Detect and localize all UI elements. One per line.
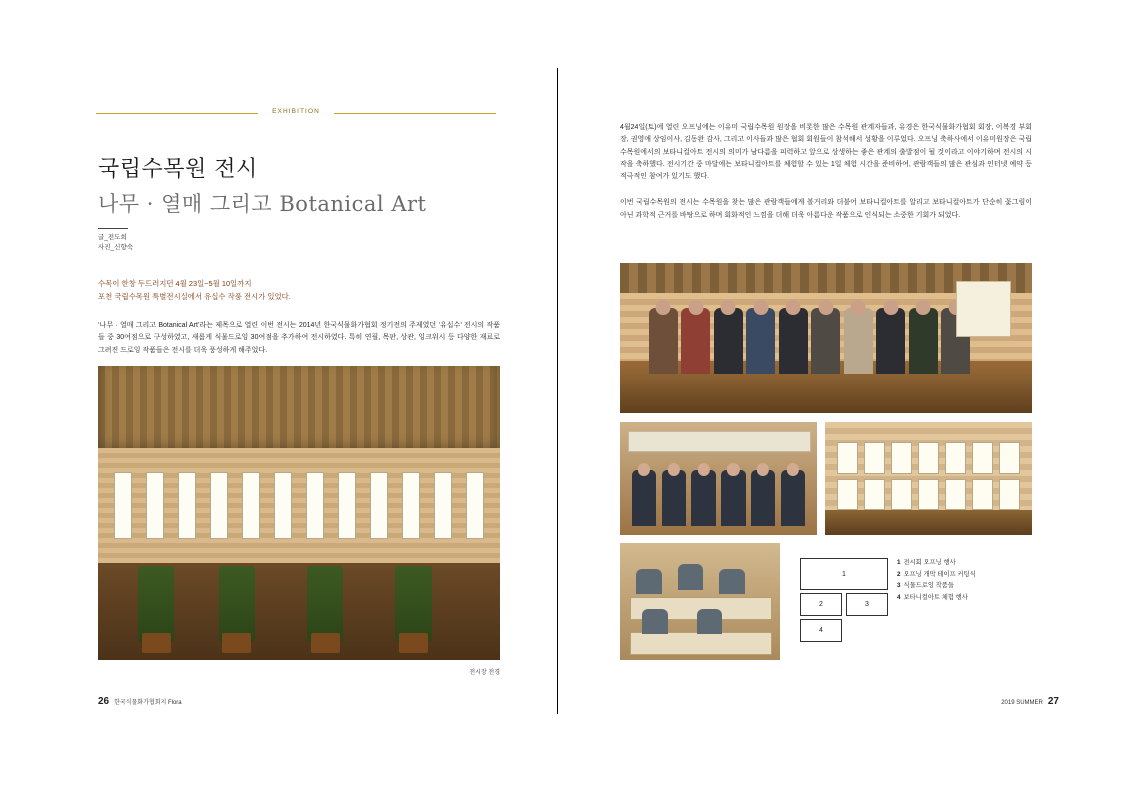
caption-item [897, 592, 976, 604]
page-title: 국립수목원 전시 [98, 157, 258, 182]
potted-plant [219, 566, 255, 642]
artwork-frame [918, 479, 939, 510]
artwork-frame [370, 472, 388, 539]
person [909, 308, 938, 380]
photo-ceiling [98, 366, 500, 454]
artwork-frame [891, 442, 912, 473]
workshop-illustration [620, 543, 780, 660]
participant [678, 564, 704, 590]
byline-writer: 글_전도희 [98, 234, 127, 241]
photo-key-cell-1: 1 [800, 558, 888, 590]
person [649, 308, 678, 380]
ceremony-illustration [620, 422, 817, 535]
byline-rule [98, 228, 128, 229]
photo-caption: 전시장 전경 [469, 670, 500, 676]
ribbon-cutting-photo [620, 422, 817, 535]
right-paragraph-2: 이번 국립수목원의 전시는 수목원을 찾는 많은 관람객들에게 볼거리와 더불어 보타니컬아트를 알리고 보타니컬아트가 단순히 꽃그림이 아닌 과학적 근거를 바탕으로 하며 회화적인 느낌을 더해 더욱 아름다운 작품으로 인식되는 소중한 기회가 되었다. [620, 199, 1032, 219]
person [751, 470, 776, 526]
participant [642, 609, 668, 635]
section-label: EXHIBITION [266, 108, 326, 115]
person [662, 470, 687, 526]
left-page-number: 26 [98, 696, 110, 707]
gallery-illustration [825, 422, 1032, 535]
lead-paragraph [98, 278, 498, 303]
person [746, 308, 775, 380]
photo-key-cell-2: 2 [800, 593, 842, 616]
people-row [632, 464, 805, 526]
person [714, 308, 743, 380]
artwork-frame [210, 472, 228, 539]
photo-key-cell-3: 3 [846, 593, 888, 616]
potted-plant [395, 566, 431, 642]
exhibition-hall-photo [98, 366, 500, 660]
artwork-frame [999, 479, 1020, 510]
byline [98, 228, 133, 253]
left-folio-text: 한국식물화가협회지 Flora [114, 700, 182, 706]
artwork-frame [972, 479, 993, 510]
potted-plant [138, 566, 174, 642]
right-page-number: 27 [1047, 696, 1059, 707]
group-photo-illustration [620, 263, 1032, 413]
artwork-frame [945, 442, 966, 473]
participant [636, 569, 662, 595]
caption-item-text: 식물드로잉 작품들 [903, 582, 954, 589]
wall-artwork [956, 281, 1012, 337]
rule-line-right [334, 113, 496, 114]
caption-item-number: 2 [897, 570, 901, 578]
person [876, 308, 905, 380]
artwork-frame [114, 472, 132, 539]
workshop-experience-photo [620, 543, 780, 660]
artwork-frame [864, 479, 885, 510]
photo-key-diagram [800, 558, 888, 640]
person [844, 308, 873, 380]
artwork-frame [178, 472, 196, 539]
drawing-works-gallery-photo [825, 422, 1032, 535]
photo-framed-artworks [114, 472, 484, 537]
right-paragraph-1: 4월24일(토)에 열린 오프닝에는 이유미 국립수목원 원장을 비롯한 많은 수목원 관계자들과, 유경은 한국식물화가협회 회장, 이복경 부회장, 권영애 상임이사, 김동완 감사, 그리고 이사들과 많은 협회 회원들이 참석해서 성황을 이루었다. 오프닝 축하사에서 이유미원장은 국립수목원에서의 보타니컬아트 전시의 의미가 남다름을 피력하고 앞으로 상생하는 좋은 관계의 출발점이 될 것이라고 이야기하며 전시의 시작을 축하했다. 전시기간 중 마달에는 보타니컬아트를 체험할 수 있는 1일 체험 시간을 준비하여, 관람객들의 많은 관심과 인터넷 예약 등 적극적인 참여가 있기도 했다. [620, 124, 1032, 181]
caption-item-number: 4 [897, 593, 901, 601]
person [691, 470, 716, 526]
right-folio-text: 2019 SUMMER [1001, 700, 1043, 706]
artwork-frame [338, 472, 356, 539]
photo-room-illustration [98, 366, 500, 660]
exhibition-banner [628, 431, 811, 452]
caption-item-text: 보타니컬아트 체험 행사 [903, 593, 968, 601]
artwork-frame [864, 442, 885, 473]
right-folio [1001, 696, 1059, 707]
left-page [0, 0, 557, 793]
artwork-frame [402, 472, 420, 539]
photo-key-cell-4: 4 [800, 619, 842, 642]
person [811, 308, 840, 380]
artwork-frame [891, 479, 912, 510]
person [681, 308, 710, 380]
caption-item-text: 오프닝 개막 테이프 커팅식 [903, 570, 976, 578]
artwork-frame [306, 472, 324, 539]
person [779, 308, 808, 380]
artwork-frame [972, 442, 993, 473]
artwork-frame [945, 479, 966, 510]
person [632, 470, 657, 526]
byline-photographer: 사진_신향숙 [98, 244, 134, 251]
lead-line-1: 수목이 한창 두드러지던 4월 23일~5월 10일까지 [98, 279, 252, 288]
left-body-text: ‘나무 · 열매 그리고 Botanical Art’라는 제목으로 열린 이번 전시는 2014년 한국식물화가협회 정기전의 주제였던 ‘유십수’ 전시의 작품들 중 30여점으로 구성하였고, 새롭게 식물드로잉 30여점을 추가하여 전시하였다. 특히 연필, 목판, 상관, 잉크워시 등 다양한 재료로 그려진 드로잉 작품들은 전시를 더욱 풍성하게 해주었다. [98, 322, 500, 354]
participant [719, 569, 745, 595]
artwork-frame [837, 442, 858, 473]
caption-item-text: 전시회 오프닝 행사 [903, 559, 956, 566]
rule-line-left [96, 113, 258, 114]
section-rule [96, 108, 496, 119]
artwork-frame [918, 442, 939, 473]
person [721, 470, 746, 526]
people-group [649, 302, 970, 380]
person [781, 470, 806, 526]
caption-item [897, 569, 976, 581]
artwork-frame [274, 472, 292, 539]
photo-table [620, 374, 1032, 413]
photo-floor [825, 510, 1032, 535]
photo-caption-list [897, 557, 976, 603]
left-folio [98, 696, 182, 707]
artwork-frame [434, 472, 452, 539]
caption-item-number: 3 [897, 582, 901, 589]
artwork-frame [466, 472, 484, 539]
workshop-table [630, 632, 773, 655]
caption-item [897, 557, 976, 569]
page-subtitle: 나무 · 열매 그리고 Botanical Art [98, 192, 427, 216]
artwork-frame [837, 479, 858, 510]
artwork-frame [242, 472, 260, 539]
right-body-text [620, 122, 1032, 236]
artwork-frame [146, 472, 164, 539]
potted-plant [307, 566, 343, 642]
caption-item-number: 1 [897, 559, 901, 566]
participant [697, 609, 723, 635]
opening-ceremony-group-photo [620, 263, 1032, 413]
artwork-frame [999, 442, 1020, 473]
caption-item [897, 580, 976, 592]
right-page [557, 0, 1122, 793]
lead-line-2: 포천 국립수목원 특별전시실에서 유십수 작품 전시가 있었다. [98, 291, 291, 301]
